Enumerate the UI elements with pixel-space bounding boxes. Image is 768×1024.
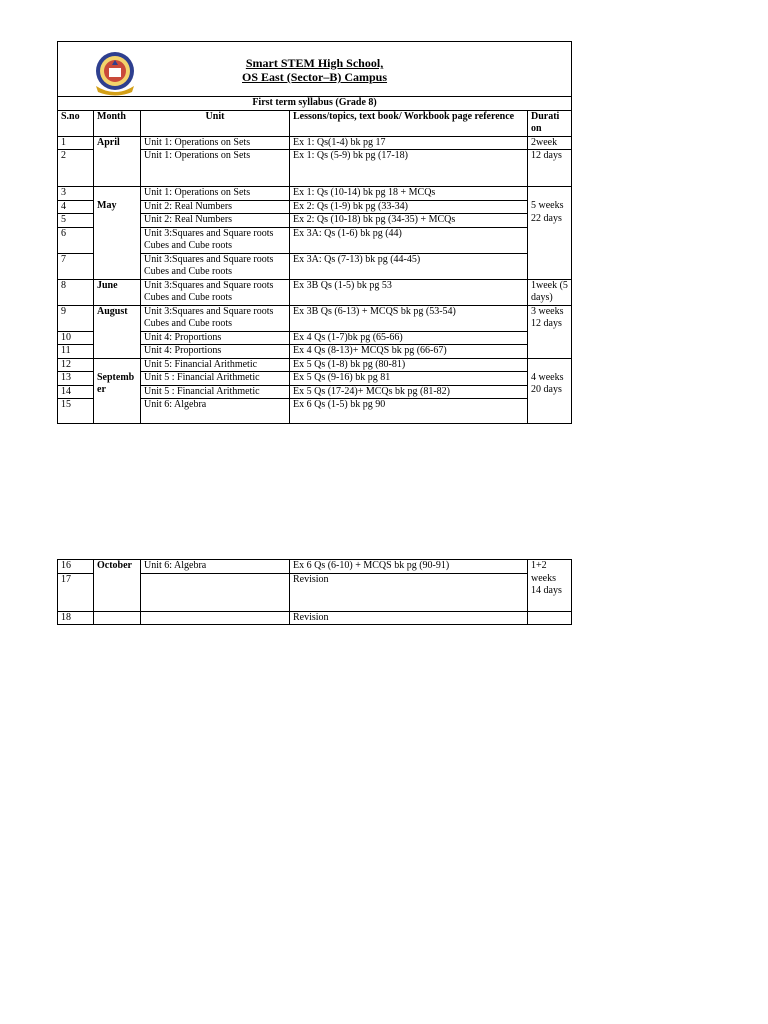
row-sno: 18 <box>58 611 94 625</box>
row-sno: 14 <box>58 385 94 399</box>
row-unit: Unit 5: Financial Arithmetic <box>141 358 290 372</box>
row-sno: 10 <box>58 331 94 345</box>
row-lessons: Ex 6 Qs (1-5) bk pg 90 <box>290 399 528 424</box>
syllabus-title: First term syllabus (Grade 8) <box>58 97 572 111</box>
month-june: June <box>94 279 141 305</box>
row-lessons: Ex 3A: Qs (1-6) bk pg (44) <box>290 227 528 253</box>
row-lessons: Ex 2: Qs (10-18) bk pg (34-35) + MCQs <box>290 214 528 228</box>
col-header-month: Month <box>94 110 141 136</box>
school-header <box>58 42 572 97</box>
table-row <box>58 358 572 372</box>
row-unit: Unit 5 : Financial Arithmetic <box>141 385 290 399</box>
row-lessons: Ex 4 Qs (1-7)bk pg (65-66) <box>290 331 528 345</box>
duration-april-1: 2week <box>528 136 572 150</box>
row-unit: Unit 1: Operations on Sets <box>141 136 290 150</box>
table-row <box>58 279 572 305</box>
row-lessons: Ex 4 Qs (8-13)+ MCQS bk pg (66-67) <box>290 345 528 359</box>
table-row <box>58 611 572 625</box>
row-lessons: Ex 2: Qs (1-9) bk pg (33-34) <box>290 200 528 214</box>
row-lessons: Ex 1: Qs(1-4) bk pg 17 <box>290 136 528 150</box>
row-lessons: Revision <box>290 573 528 611</box>
row-sno: 13 <box>58 372 94 386</box>
table-row <box>58 305 572 331</box>
row-lessons: Ex 5 Qs (1-8) bk pg (80-81) <box>290 358 528 372</box>
month-empty <box>94 611 141 625</box>
row-lessons: Ex 1: Qs (10-14) bk pg 18 + MCQs <box>290 187 528 201</box>
row-sno: 8 <box>58 279 94 305</box>
month-may: May <box>94 187 141 280</box>
row-unit: Unit 6: Algebra <box>141 560 290 574</box>
row-lessons: Ex 5 Qs (17-24)+ MCQs bk pg (81-82) <box>290 385 528 399</box>
duration-empty <box>528 611 572 625</box>
syllabus-table <box>57 41 572 424</box>
row-unit: Unit 3:Squares and Square roots Cubes and Cube roots <box>141 227 290 253</box>
row-unit: Unit 1: Operations on Sets <box>141 187 290 201</box>
row-unit: Unit 4: Proportions <box>141 345 290 359</box>
row-sno: 17 <box>58 573 94 611</box>
row-unit: Unit 2: Real Numbers <box>141 200 290 214</box>
table-row <box>58 187 572 201</box>
month-september: September <box>94 358 141 424</box>
table-row <box>58 560 572 574</box>
col-header-unit: Unit <box>141 110 290 136</box>
row-sno: 12 <box>58 358 94 372</box>
col-header-lessons: Lessons/topics, text book/ Workbook page reference <box>290 110 528 136</box>
row-unit: Unit 2: Real Numbers <box>141 214 290 228</box>
syllabus-table-continued <box>57 559 572 625</box>
table-row <box>58 136 572 150</box>
row-sno: 1 <box>58 136 94 150</box>
row-unit <box>141 573 290 611</box>
row-unit: Unit 3:Squares and Square roots Cubes and Cube roots <box>141 279 290 305</box>
row-unit <box>141 611 290 625</box>
row-sno: 4 <box>58 200 94 214</box>
school-name: Smart STEM High School, <box>245 56 384 70</box>
row-unit: Unit 6: Algebra <box>141 399 290 424</box>
row-unit: Unit 1: Operations on Sets <box>141 150 290 187</box>
row-lessons: Ex 3A: Qs (7-13) bk pg (44-45) <box>290 253 528 279</box>
row-lessons: Ex 3B Qs (6-13) + MCQS bk pg (53-54) <box>290 305 528 331</box>
row-sno: 6 <box>58 227 94 253</box>
row-sno: 2 <box>58 150 94 187</box>
col-header-sno: S.no <box>58 110 94 136</box>
row-unit: Unit 3:Squares and Square roots Cubes and Cube roots <box>141 305 290 331</box>
row-lessons: Ex 3B Qs (1-5) bk pg 53 <box>290 279 528 305</box>
row-sno: 16 <box>58 560 94 574</box>
row-sno: 11 <box>58 345 94 359</box>
row-lessons: Ex 5 Qs (9-16) bk pg 81 <box>290 372 528 386</box>
duration-october: 1+2 weeks 14 days <box>528 560 572 612</box>
duration-may: 5 weeks 22 days <box>528 187 572 280</box>
row-lessons: Revision <box>290 611 528 625</box>
row-sno: 15 <box>58 399 94 424</box>
row-lessons: Ex 6 Qs (6-10) + MCQS bk pg (90-91) <box>290 560 528 574</box>
row-unit: Unit 3:Squares and Square roots Cubes and Cube roots <box>141 253 290 279</box>
duration-august: 3 weeks 12 days <box>528 305 572 358</box>
col-header-duration: Durati on <box>528 110 572 136</box>
duration-april-2: 12 days <box>528 150 572 187</box>
row-lessons: Ex 1: Qs (5-9) bk pg (17-18) <box>290 150 528 187</box>
duration-september: 4 weeks 20 days <box>528 358 572 424</box>
duration-june: 1week (5 days) <box>528 279 572 305</box>
row-unit: Unit 4: Proportions <box>141 331 290 345</box>
month-april: April <box>94 136 141 187</box>
month-october: October <box>94 560 141 612</box>
row-unit: Unit 5 : Financial Arithmetic <box>141 372 290 386</box>
row-sno: 3 <box>58 187 94 201</box>
campus-name: OS East (Sector–B) Campus <box>242 70 388 84</box>
row-sno: 5 <box>58 214 94 228</box>
row-sno: 7 <box>58 253 94 279</box>
month-august: August <box>94 305 141 358</box>
row-sno: 9 <box>58 305 94 331</box>
